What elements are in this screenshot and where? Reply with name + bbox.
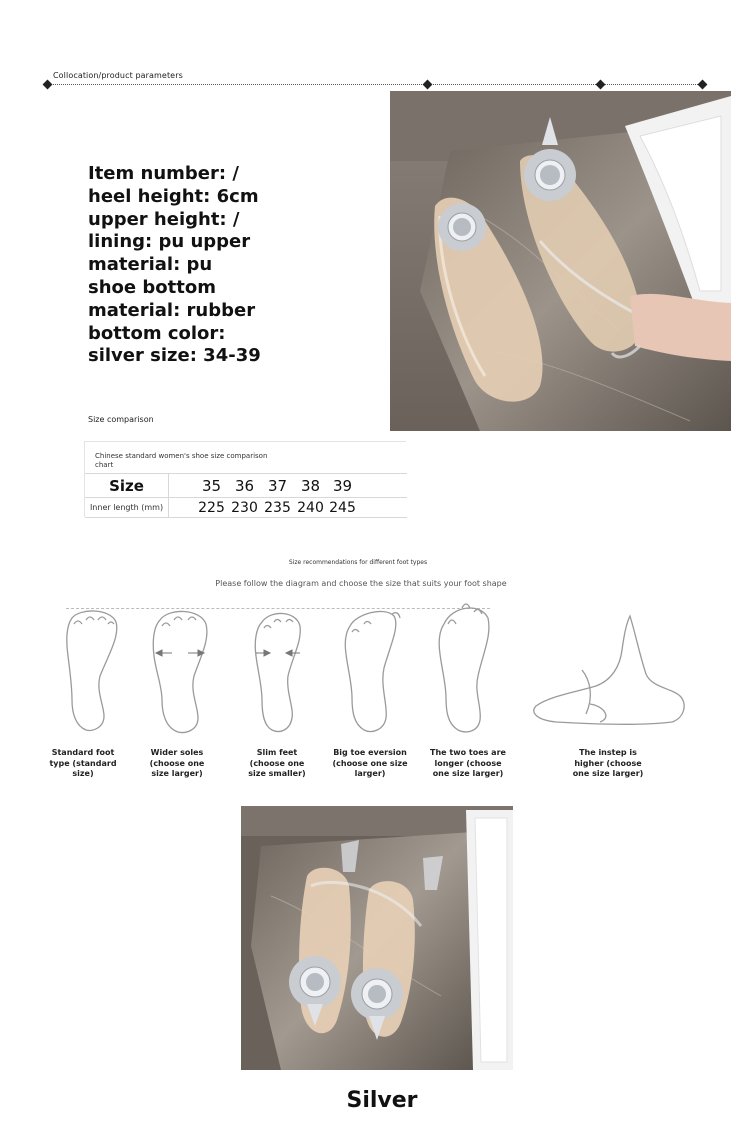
- size-row-label: Size: [85, 474, 169, 497]
- longer-second-toe-foot-icon: [439, 604, 489, 732]
- divider-diamond-marker: [698, 80, 708, 90]
- foot-type-label: Slim feet (choose one size smaller): [248, 748, 306, 778]
- length-cell: 245: [329, 499, 356, 516]
- parameter-line: material: pu: [88, 254, 213, 276]
- divider-diamond-marker: [43, 80, 53, 90]
- length-cell: 225: [198, 499, 225, 516]
- size-comparison-table: [84, 441, 406, 517]
- size-comparison-title: Size comparison: [88, 415, 154, 424]
- big-toe-eversion-foot-icon: [345, 611, 400, 731]
- high-instep-foot-icon: [534, 616, 684, 724]
- table-caption: Chinese standard women's shoe size comparison chart: [95, 452, 268, 469]
- dotted-divider: [46, 84, 706, 85]
- size-cell: 36: [234, 476, 255, 495]
- size-cell: 39: [332, 476, 353, 495]
- divider-diamond-marker: [423, 80, 433, 90]
- foot-type-title: Size recommendations for different foot types: [288, 559, 428, 566]
- foot-type-subtitle: Please follow the diagram and choose the size that suits your foot shape: [215, 579, 507, 588]
- size-cell: 38: [300, 476, 321, 495]
- length-cell: 240: [297, 499, 324, 516]
- standard-foot-icon: [67, 611, 117, 731]
- length-cell: 235: [264, 499, 291, 516]
- length-cell: 230: [231, 499, 258, 516]
- parameter-line: material: rubber: [88, 299, 256, 321]
- size-cell: 35: [201, 476, 222, 495]
- table-row-size: [85, 473, 407, 497]
- slim-foot-icon: [255, 613, 300, 731]
- divider-diamond-marker: [596, 80, 606, 90]
- product-parameters: [88, 163, 388, 368]
- foot-diagrams: [0, 596, 750, 746]
- wider-sole-foot-icon: [153, 611, 207, 732]
- parameter-line: lining: pu upper: [88, 231, 251, 253]
- foot-type-label: Standard foot type (standard size): [49, 748, 117, 778]
- foot-type-label: The two toes are longer (choose one size larger): [430, 748, 506, 778]
- product-photo-bottom: [241, 806, 513, 1070]
- color-name: Silver: [346, 1088, 418, 1113]
- inner-length-row-label: Inner length (mm): [85, 498, 169, 517]
- parameter-line: shoe bottom: [88, 276, 216, 298]
- product-photo-top: [390, 91, 731, 431]
- foot-type-label: Wider soles (choose one size larger): [149, 748, 205, 778]
- table-row-inner-length: [85, 497, 407, 518]
- foot-type-label: Big toe eversion (choose one size larger): [332, 748, 408, 778]
- parameter-line: heel height: 6cm: [88, 185, 259, 207]
- parameter-line: upper height: /: [88, 208, 240, 230]
- parameter-line: silver size: 34-39: [88, 345, 261, 367]
- parameter-line: bottom color:: [88, 322, 226, 344]
- size-cell: 37: [267, 476, 288, 495]
- section-title: Collocation/product parameters: [53, 71, 183, 80]
- parameter-line: Item number: /: [88, 163, 239, 184]
- foot-type-label: The instep is higher (choose one size larger): [572, 748, 644, 778]
